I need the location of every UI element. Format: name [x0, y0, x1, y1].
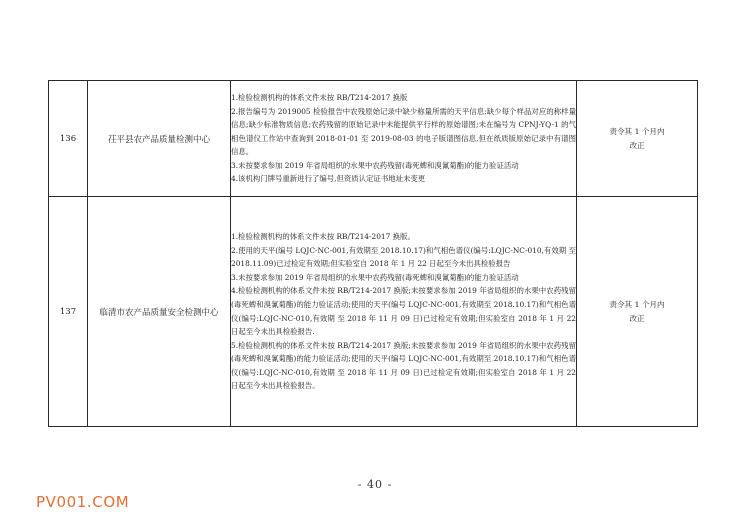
action-line: 责令其 1 个月内: [609, 127, 665, 136]
issue-item: 1.检验检测机构的体系文件未按 RB/T214-2017 换版: [231, 92, 408, 102]
issue-item: 4.该机构门牌号重新进行了编号,但资质认定证书地址未变更: [231, 174, 426, 184]
row-number: 136: [49, 81, 88, 197]
organization-name: 茌平县农产品质量检测中心: [88, 81, 231, 197]
organization-name: 临清市农产品质量安全检测中心: [88, 197, 231, 427]
issue-item: 2.报告编号为 2019005 检验报告中农残原始记录中缺少称量所需的天平信息;缺少每个样品对应的称样量信息;缺少标准物质信息;农药残留的原始记录中未能提供平行样的原始谱图;未在编号为 CPNJ-YQ-1 的气相色谱仪工作站中查询到 2018-01-01 至 2019-08-03 的电子版谱图信息,但在纸质版原始记录中有谱图信息。: [231, 106, 576, 157]
table-row: [49, 81, 698, 197]
issues-cell: [231, 197, 577, 427]
corrective-action: [577, 81, 698, 197]
issue-item: 1.检验检测机构的体系文件未按 RB/T214-2017 换版。: [231, 231, 415, 241]
issue-item: 4.检验检测机构的体系文件未按 RB/T214-2017 换版;未按要求参加 2019 年省局组织的水果中农药残留(毒死蜱和溴氰菊酯)的能力验证活动;使用的天平(编号 LQJC-NC-001,有效期至 2018.10.17)和气相色谱仪(编号:LQJC-NC-010,有效期 至 2018 年 11 月 09 日)已过检定有效期;但实验室自 2018 年 1 月 22 日起至今未出具检验报告.: [231, 286, 576, 337]
issue-item: 5.检验检测机构的体系文件未按 RB/T214-2017 换版;未按要求参加 2019 年省局组织的水果中农药残留(毒死蜱和溴氰菊酯)的能力验证活动;使用的天平(编号 LQJC-NC-001,有效期至 2018.10.17)和气相色谱仪(编号:LQJC-NC-010,有效期 至 2018 年 11 月 09 日)已过检定有效期;但实验室自 2018 年 1 月 22 日起至今未出具检验报告。: [231, 340, 576, 391]
table-row: [49, 197, 698, 427]
action-line: 责令其 1 个月内: [609, 300, 665, 309]
corrective-action: [577, 197, 698, 427]
action-line: 改正: [629, 140, 645, 150]
issue-item: 3.未按要求参加 2019 年省局组织的水果中农药残留(毒死蜱和溴氰菊酯)的能力验证活动: [231, 272, 519, 282]
watermark: PV001.COM: [36, 493, 130, 511]
issue-item: 2.使用的天平(编号 LQJC-NC-001,有效期至 2018.10.17)和气相色谱仪(编号:LQJC-NC-010,有效期 至 2018.11.09)已过检定有效期;但实验室自 2018 年 1 月 22 日起至今未出具检验报告: [231, 245, 576, 269]
issues-cell: [231, 81, 577, 197]
row-number: 137: [49, 197, 88, 427]
issue-item: 3.未按要求参加 2019 年省局组织的水果中农药残留(毒死蜱和溴氰菊酯)的能力验证活动: [231, 160, 519, 170]
page-number: - 40 -: [357, 478, 393, 491]
findings-table: [48, 80, 698, 427]
action-line: 改正: [629, 313, 645, 323]
